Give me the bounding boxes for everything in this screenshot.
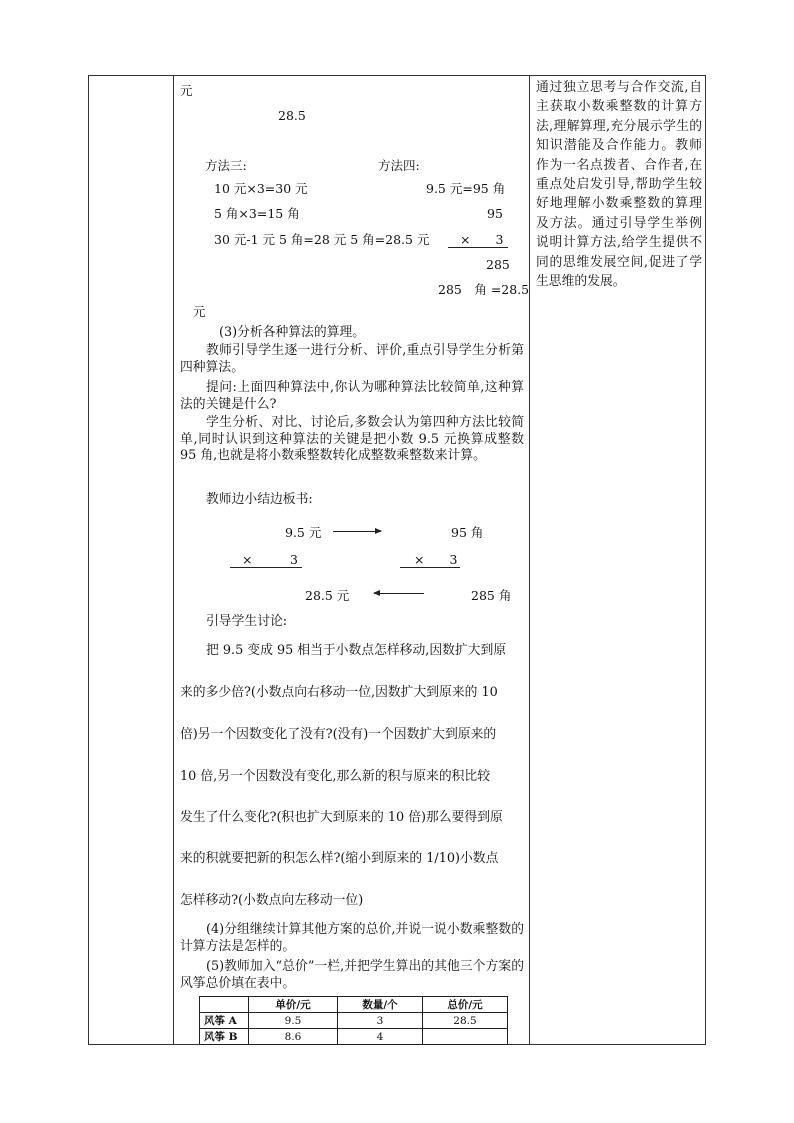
discuss-line-2: 来的多少倍?(小数点向右移动一位,因数扩大到原来的 10 (180, 685, 498, 700)
method4-title: 方法四: (378, 158, 420, 173)
column-divider-2 (529, 76, 530, 1044)
method4-result: 285 角 =28.5 (438, 282, 530, 297)
table-header-total: 总价/元 (423, 997, 508, 1013)
para-teacher-guide: 教师引导学生逐一进行分析、评价,重点引导学生分析第四种算法。 (180, 343, 524, 375)
discuss-line-5: 发生了什么变化?(积也扩大到原来的 10 倍)那么要得到原 (180, 810, 503, 825)
board-95-jiao: 95 角 (451, 525, 484, 540)
discuss-line-4: 10 倍,另一个因数没有变化,那么新的积与原来的积比较 (180, 769, 491, 784)
method4-line1: 9.5 元=95 角 (426, 181, 506, 196)
discuss-line-3: 倍)另一个因数变化了没有?(没有)一个因数扩大到原来的 (180, 727, 497, 742)
para-student: 学生分析、对比、讨论后,多数会认为第四种方法比较简单,同时认识到这种算法的关键是把小数 9.5 元换算成整数 95 角,也就是将小数乘整数转化成整数乘整数来计算。 (180, 415, 524, 463)
board-285-jiao: 285 角 (471, 588, 512, 603)
column-divider-1 (173, 76, 174, 1044)
para-discuss: 引导学生讨论: (206, 614, 288, 629)
method3-line2: 5 角×3=15 角 (214, 206, 300, 221)
table-row (200, 1013, 508, 1029)
board-9-5-yuan: 9.5 元 (285, 525, 322, 540)
para-question: 提问:上面四种算法中,你认为哪种算法比较简单,这种算法的关键是什么? (180, 380, 524, 412)
table-row (200, 1029, 508, 1045)
table-cell-quantity: 3 (338, 1013, 423, 1029)
board-28-5-yuan: 28.5 元 (305, 588, 350, 603)
para-group: (4)分组继续计算其他方案的总价,并说一说小数乘整数的计算方法是怎样的。 (180, 922, 524, 954)
table-header-unit-price: 单价/元 (249, 997, 338, 1013)
table-header-row (200, 997, 508, 1013)
discuss-line-7: 怎样移动?(小数点向左移动一位) (180, 893, 364, 908)
board-times-b: × 3 (414, 552, 458, 567)
board-arrow-right (333, 531, 381, 532)
table-header-quantity: 数量/个 (338, 997, 423, 1013)
discuss-line-6: 来的积就要把新的积怎么样?(缩小到原来的 1/10)小数点 (180, 851, 499, 866)
board-underline-a (230, 567, 302, 568)
value-28-5: 28.5 (278, 108, 306, 123)
method3-line3: 30 元-1 元 5 角=28 元 5 角=28.5 元 (214, 232, 430, 247)
board-times-a: × 3 (242, 552, 298, 567)
para-teacher-add: (5)教师加入“总价”一栏,并把学生算出的其他三个方案的风筝总价填在表中。 (180, 959, 524, 991)
method4-underline (448, 247, 508, 248)
table-cell-unit-price: 9.5 (249, 1013, 338, 1029)
table-cell-quantity: 4 (338, 1029, 423, 1045)
discuss-line-1: 把 9.5 变成 95 相当于小数点怎样移动,因数扩大到原 (206, 643, 507, 658)
unit-yuan-bottom: 元 (193, 304, 206, 319)
method3-line1: 10 元×3=30 元 (214, 181, 308, 196)
board-underline-b (400, 567, 460, 568)
design-intent-commentary: 通过独立思考与合作交流,自主获取小数乘整数的计算方法,理解算理,充分展示学生的知识潜能及合作能力。教师作为一名点拨者、合作者,在重点处启发引导,帮助学生较好地理解小数乘整数的算理及方法。通过引导学生举例说明计算方法,给学生提供不同的思维发展空间,促进了学生思维的发展。 (536, 80, 702, 290)
table-cell-total (423, 1029, 508, 1045)
para-analyze: (3)分析各种算法的算理。 (219, 325, 366, 340)
table-cell-kite-name: 风筝 B (200, 1029, 249, 1045)
table-cell-unit-price: 8.6 (249, 1029, 338, 1045)
method4-times3: × 3 (460, 232, 504, 247)
method4-95: 95 (487, 206, 503, 221)
unit-yuan-top: 元 (180, 83, 193, 98)
method4-285: 285 (486, 257, 510, 272)
table-cell-kite-name: 风筝 A (200, 1013, 249, 1029)
board-arrow-left (374, 593, 424, 594)
table-header-blank (200, 997, 249, 1013)
para-board-intro: 教师边小结边板书: (206, 492, 313, 507)
table-cell-total: 28.5 (423, 1013, 508, 1029)
method3-title: 方法三: (205, 158, 247, 173)
kite-price-table (199, 996, 508, 1045)
